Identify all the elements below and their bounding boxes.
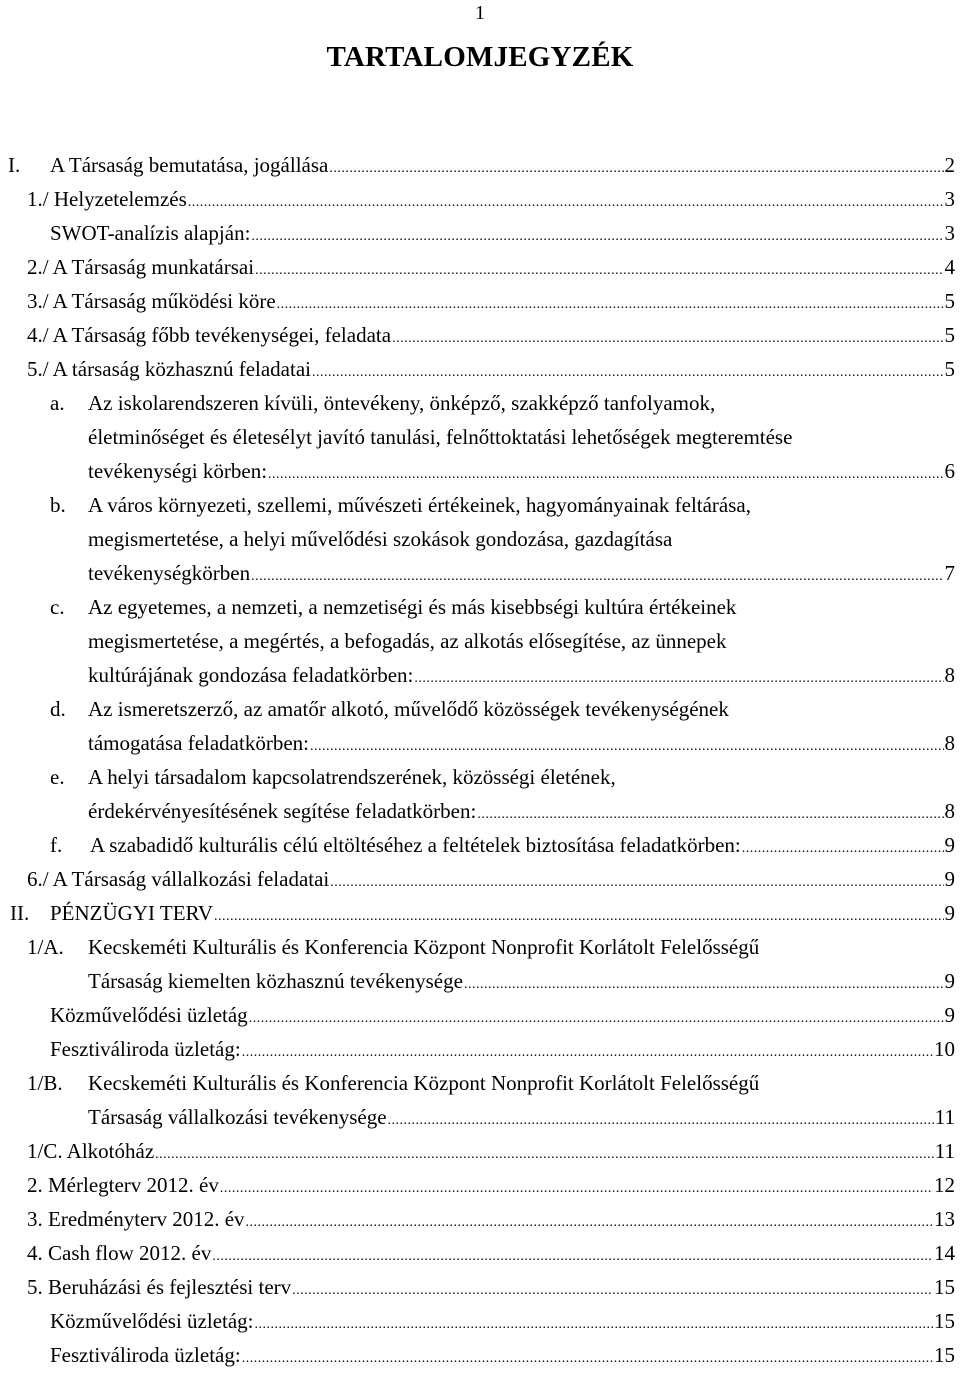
toc-entry[interactable] xyxy=(0,930,960,998)
toc-entry-page: 5 xyxy=(944,323,955,347)
toc-entry-title: támogatása feladatkörben: xyxy=(88,731,309,755)
toc-entry-page: 13 xyxy=(934,1207,955,1231)
toc-entry-title: Társaság vállalkozási tevékenysége xyxy=(88,1105,387,1129)
dot-leader xyxy=(255,1308,933,1342)
toc-entry-last-line xyxy=(88,794,955,832)
toc-entry-title: 4. Cash flow 2012. év xyxy=(27,1241,212,1265)
toc-entry-page: 9 xyxy=(944,1003,955,1027)
toc-entry-title: Fesztiváliroda üzletág: xyxy=(50,1343,241,1367)
toc-entry-title: tevékenységi körben: xyxy=(88,459,268,483)
toc-entry-page: 14 xyxy=(934,1241,955,1265)
toc-entry-number: a. xyxy=(50,391,65,415)
toc-entry[interactable] xyxy=(0,284,960,318)
toc-entry-title: érdekérvényesítésének segítése feladatkörben: xyxy=(88,799,477,823)
toc-entry-last-line xyxy=(88,658,955,696)
toc-entry-page: 15 xyxy=(934,1275,955,1299)
toc-entry-last-line xyxy=(88,1100,955,1138)
toc-entry-text-line: A helyi társadalom kapcsolatrendszerének, közösségi életének, xyxy=(88,765,616,789)
toc-entry-last-line xyxy=(27,284,955,322)
dot-leader xyxy=(329,152,943,186)
toc-entry[interactable] xyxy=(0,1304,960,1338)
toc-entry[interactable] xyxy=(0,148,960,182)
toc-entry-last-line xyxy=(50,148,955,186)
toc-entry[interactable] xyxy=(0,862,960,896)
toc-entry[interactable] xyxy=(0,1338,960,1372)
toc-entry-title: 5. Beruházási és fejlesztési terv xyxy=(27,1275,292,1299)
toc-entry-last-line xyxy=(27,1134,955,1172)
toc-entry-number: 1/B. xyxy=(27,1071,63,1095)
toc-entry-text-line: Az egyetemes, a nemzeti, a nemzetiségi és más kisebbségi kultúra értékeinek xyxy=(88,595,737,619)
toc-entry[interactable] xyxy=(0,760,960,828)
toc-entry-number: 1/A. xyxy=(27,935,64,959)
toc-entry-title: SWOT-analízis alapján: xyxy=(50,221,251,245)
toc-entry[interactable] xyxy=(0,386,960,488)
toc-entry[interactable] xyxy=(0,352,960,386)
toc-entry-number: e. xyxy=(50,765,65,789)
toc-entry[interactable] xyxy=(0,1168,960,1202)
toc-entry[interactable] xyxy=(0,250,960,284)
toc-entry-title: 2. Mérlegterv 2012. év xyxy=(27,1173,219,1197)
toc-entry-last-line xyxy=(50,1338,955,1376)
toc-entry[interactable] xyxy=(0,182,960,216)
toc-entry-last-line xyxy=(90,828,955,866)
toc-entry-last-line xyxy=(27,318,955,356)
toc-entry-page: 15 xyxy=(934,1343,955,1367)
toc-entry[interactable] xyxy=(0,216,960,250)
dot-leader xyxy=(268,458,943,492)
toc-entry-page: 12 xyxy=(934,1173,955,1197)
toc-entry-title: Közművelődési üzletág: xyxy=(50,1309,254,1333)
dot-leader xyxy=(277,288,944,322)
toc-entry-number: I. xyxy=(8,153,21,177)
toc-entry-text-line: Az iskolarendszeren kívüli, öntevékeny, önképző, szakképző tanfolyamok, xyxy=(88,391,716,415)
dot-leader xyxy=(392,322,943,356)
toc-entry[interactable] xyxy=(0,1236,960,1270)
toc-entry[interactable] xyxy=(0,1032,960,1066)
toc-entry-last-line xyxy=(27,250,955,288)
page-title: TARTALOMJEGYZÉK xyxy=(326,41,634,73)
toc-entry-page: 3 xyxy=(944,187,955,211)
toc-entry-number: d. xyxy=(50,697,66,721)
toc-entry-text-line: Kecskeméti Kulturális és Konferencia Központ Nonprofit Korlátolt Felelősségű xyxy=(88,935,760,959)
dot-leader xyxy=(246,1206,933,1240)
toc-entry[interactable] xyxy=(0,318,960,352)
toc-entry-page: 7 xyxy=(944,561,955,585)
toc-entry[interactable] xyxy=(0,488,960,590)
toc-entry-last-line xyxy=(88,964,955,1002)
toc-entry-title: A szabadidő kulturális célú eltöltéséhez a feltételek biztosítása feladatkörben: xyxy=(90,833,741,857)
dot-leader xyxy=(249,1002,944,1036)
toc-entry-last-line xyxy=(27,1236,955,1274)
toc-entry-text-line: életminőséget és életesélyt javító tanulási, felnőttoktatási lehetőségek megteremtése xyxy=(88,425,793,449)
toc-entry-page: 9 xyxy=(944,901,955,925)
toc-entry-title: 5./ A társaság közhasznú feladatai xyxy=(27,357,311,381)
toc-entry-page: 15 xyxy=(934,1309,955,1333)
toc-entry-number: b. xyxy=(50,493,66,517)
toc-entry[interactable] xyxy=(0,1270,960,1304)
toc-entry-page: 8 xyxy=(944,799,955,823)
toc-entry-last-line xyxy=(27,352,955,390)
toc-entry[interactable] xyxy=(0,828,960,862)
dot-leader xyxy=(155,1138,934,1172)
toc-entry[interactable] xyxy=(0,590,960,692)
toc-entry-page: 11 xyxy=(934,1139,955,1163)
dot-leader xyxy=(220,1172,933,1206)
toc-entry-title: 3. Eredményterv 2012. év xyxy=(27,1207,245,1231)
dot-leader xyxy=(742,832,944,866)
dot-leader xyxy=(251,560,943,594)
toc-entry-title: Fesztiváliroda üzletág: xyxy=(50,1037,241,1061)
toc-entry-page: 5 xyxy=(944,289,955,313)
toc-entry-page: 6 xyxy=(944,459,955,483)
toc-entry-last-line xyxy=(27,1270,955,1308)
dot-leader xyxy=(414,662,943,696)
dot-leader xyxy=(251,220,943,254)
toc-entry-page: 9 xyxy=(944,867,955,891)
toc-entry[interactable] xyxy=(0,692,960,760)
toc-entry-text-line: megismertetése, a helyi művelődési szokások gondozása, gazdagítása xyxy=(88,527,673,551)
dot-leader xyxy=(464,968,944,1002)
dot-leader xyxy=(292,1274,933,1308)
toc-entry-number: f. xyxy=(50,833,63,857)
toc-entry[interactable] xyxy=(0,1202,960,1236)
toc-entry-page: 9 xyxy=(944,969,955,993)
toc-entry-last-line xyxy=(27,182,955,220)
dot-leader xyxy=(212,1240,933,1274)
toc-entry-last-line xyxy=(50,216,955,254)
toc-entry-page: 3 xyxy=(944,221,955,245)
toc-entry-title: kultúrájának gondozása feladatkörben: xyxy=(88,663,414,687)
toc-entry-last-line xyxy=(50,1304,955,1342)
toc-entry-title: Közművelődési üzletág xyxy=(50,1003,248,1027)
dot-leader xyxy=(477,798,943,832)
dot-leader xyxy=(242,1342,933,1376)
toc-entry-last-line xyxy=(50,1032,955,1070)
toc-entry-last-line xyxy=(88,556,955,594)
toc-entry-title: 2./ A Társaság munkatársai xyxy=(27,255,255,279)
toc-entry-title: A Társaság bemutatása, jogállása xyxy=(50,153,329,177)
dot-leader xyxy=(310,730,944,764)
toc-entry-last-line xyxy=(88,454,955,492)
toc-entry-last-line xyxy=(27,1202,955,1240)
toc-entry[interactable] xyxy=(0,1134,960,1168)
toc-entry-number: II. xyxy=(10,901,30,925)
toc-entry[interactable] xyxy=(0,896,960,930)
toc-entry-text-line: megismertetése, a megértés, a befogadás, az alkotás elősegítése, az ünnepek xyxy=(88,629,727,653)
page-number: 1 xyxy=(475,2,485,24)
toc-entry-title: 1./ Helyzetelemzés xyxy=(27,187,187,211)
dot-leader xyxy=(242,1036,933,1070)
toc-entry-title: 6./ A Társaság vállalkozási feladatai xyxy=(27,867,330,891)
toc-entry-text-line: Az ismeretszerző, az amatőr alkotó, művelődő közösségek tevékenységének xyxy=(88,697,729,721)
toc-entry-last-line xyxy=(50,896,955,934)
toc-entry-title: tevékenységkörben xyxy=(88,561,251,585)
dot-leader xyxy=(255,254,943,288)
toc-entry-page: 9 xyxy=(944,833,955,857)
dot-leader xyxy=(214,900,943,934)
toc-entry-text-line: Kecskeméti Kulturális és Konferencia Központ Nonprofit Korlátolt Felelősségű xyxy=(88,1071,760,1095)
toc-entry-page: 8 xyxy=(944,663,955,687)
toc-entry-number: c. xyxy=(50,595,65,619)
toc-entry-title: Társaság kiemelten közhasznú tevékenysége xyxy=(88,969,463,993)
toc-entry-last-line xyxy=(50,998,955,1036)
dot-leader xyxy=(388,1104,934,1138)
toc-entry-last-line xyxy=(88,726,955,764)
toc-entry-page: 5 xyxy=(944,357,955,381)
toc-entry-title: 4./ A Társaság főbb tevékenységei, feladata xyxy=(27,323,392,347)
toc-entry-title: 1/C. Alkotóház xyxy=(27,1139,155,1163)
dot-leader xyxy=(312,356,944,390)
dot-leader xyxy=(188,186,944,220)
dot-leader xyxy=(330,866,943,900)
toc-entry-title: PÉNZÜGYI TERV xyxy=(50,901,214,925)
toc-entry[interactable] xyxy=(0,998,960,1032)
toc-entry-last-line xyxy=(27,862,955,900)
toc-entry-text-line: A város környezeti, szellemi, művészeti értékeinek, hagyományainak feltárása, xyxy=(88,493,751,517)
toc-entry-page: 2 xyxy=(944,153,955,177)
toc-entry-title: 3./ A Társaság működési köre xyxy=(27,289,276,313)
toc-entry-last-line xyxy=(27,1168,955,1206)
toc-entry[interactable] xyxy=(0,1066,960,1134)
toc-entry-page: 8 xyxy=(944,731,955,755)
toc-entry-page: 11 xyxy=(934,1105,955,1129)
toc-entry-page: 4 xyxy=(944,255,955,279)
toc-entry-page: 10 xyxy=(934,1037,955,1061)
